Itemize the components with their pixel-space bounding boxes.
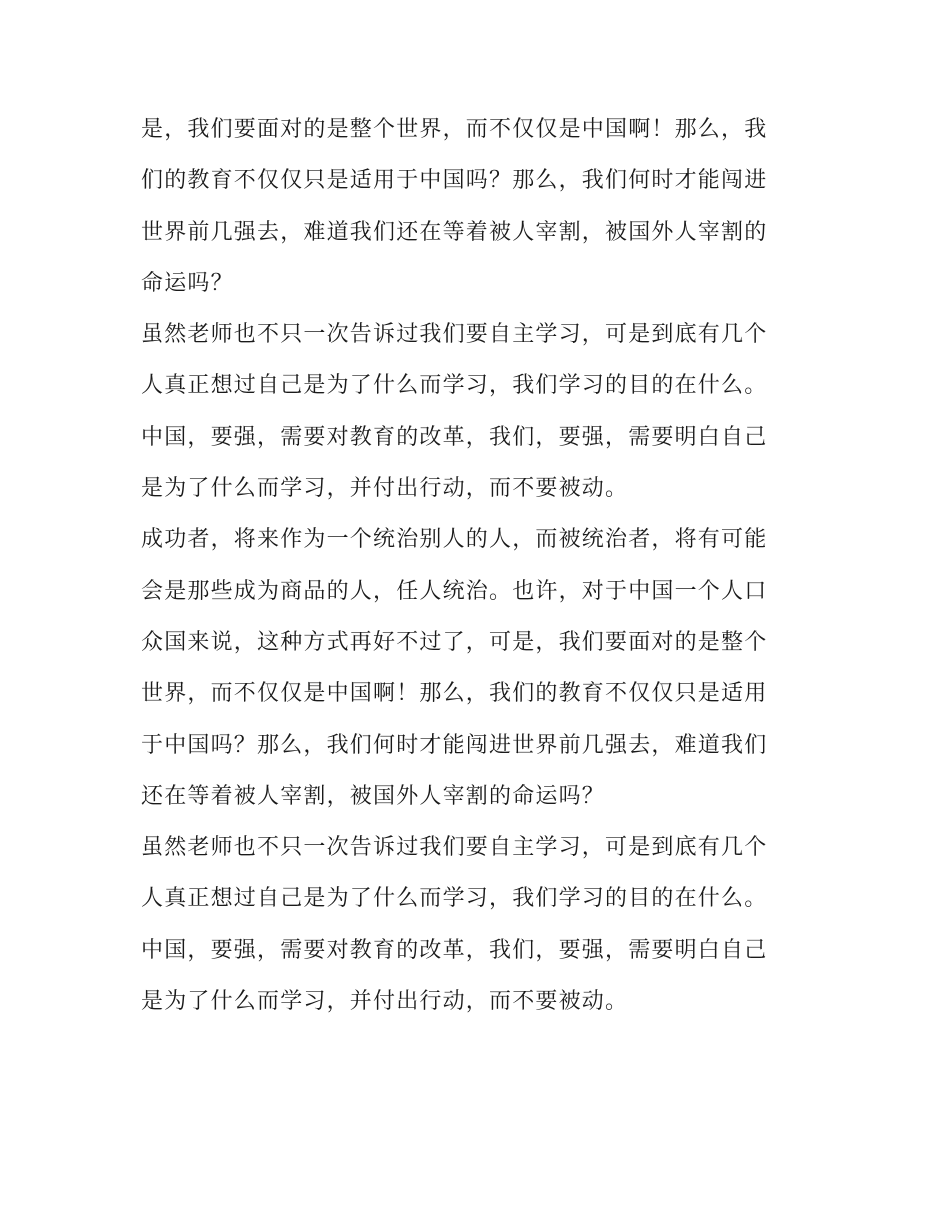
- text-line: 人真正想过自己是为了什么而学习，我们学习的目的在什么。: [141, 886, 768, 912]
- text-line: 命运吗？: [141, 270, 234, 296]
- text-line: 世界前几强去，难道我们还在等着被人宰割，被国外人宰割的: [141, 219, 768, 245]
- text-line: 中国，要强，需要对教育的改革，我们，要强，需要明白自己: [141, 424, 768, 450]
- text-line: 于中国吗？那么，我们何时才能闯进世界前几强去，难道我们: [141, 732, 768, 758]
- text-line: 虽然老师也不只一次告诉过我们要自主学习，可是到底有几个: [141, 322, 768, 348]
- text-line: 虽然老师也不只一次告诉过我们要自主学习，可是到底有几个: [141, 835, 768, 861]
- text-line: 中国，要强，需要对教育的改革，我们，要强，需要明白自己: [141, 937, 768, 963]
- text-line: 还在等着被人宰割，被国外人宰割的命运吗？: [141, 783, 606, 809]
- body-text: [141, 104, 821, 1027]
- text-line: 是为了什么而学习，并付出行动，而不要被动。: [141, 989, 629, 1015]
- text-line: 众国来说，这种方式再好不过了，可是，我们要面对的是整个: [141, 629, 768, 655]
- text-line: 会是那些成为商品的人，任人统治。也许，对于中国一个人口: [141, 578, 768, 604]
- text-line: 成功者，将来作为一个统治别人的人，而被统治者，将有可能: [141, 527, 768, 553]
- text-line: 人真正想过自己是为了什么而学习，我们学习的目的在什么。: [141, 373, 768, 399]
- text-line: 世界，而不仅仅是中国啊！那么，我们的教育不仅仅只是适用: [141, 681, 768, 707]
- text-line: 是为了什么而学习，并付出行动，而不要被动。: [141, 476, 629, 502]
- text-line: 们的教育不仅仅只是适用于中国吗？那么，我们何时才能闯进: [141, 168, 768, 194]
- text-line: 是，我们要面对的是整个世界，而不仅仅是中国啊！那么，我: [141, 117, 768, 142]
